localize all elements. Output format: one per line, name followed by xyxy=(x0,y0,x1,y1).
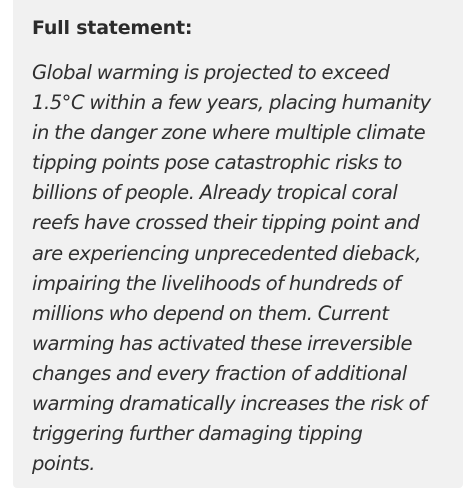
statement-line: changes and every fraction of additional xyxy=(32,361,407,385)
full-statement-text xyxy=(32,58,450,479)
statement-line: in the danger zone where multiple climate xyxy=(32,121,426,145)
statement-line: triggering further damaging tipping xyxy=(32,422,363,446)
statement-line: 1.5°C within a few years, placing humanity xyxy=(32,91,431,115)
statement-line: millions who depend on them. Current xyxy=(32,301,389,325)
statement-line: billions of people. Already tropical coral xyxy=(32,181,398,205)
statement-line: Global warming is projected to exceed xyxy=(32,61,390,84)
statement-line: points. xyxy=(32,452,95,476)
statement-line: are experiencing unprecedented dieback, xyxy=(32,241,422,265)
statement-line: reefs have crossed their tipping point and xyxy=(32,211,420,235)
statement-heading: Full statement: xyxy=(32,17,193,39)
statement-line: warming has activated these irreversible xyxy=(32,331,413,355)
statement-line: tipping points pose catastrophic risks to xyxy=(32,151,402,175)
statement-line: impairing the livelihoods of hundreds of xyxy=(32,271,401,295)
statement-line: warming dramatically increases the risk of xyxy=(32,392,427,416)
